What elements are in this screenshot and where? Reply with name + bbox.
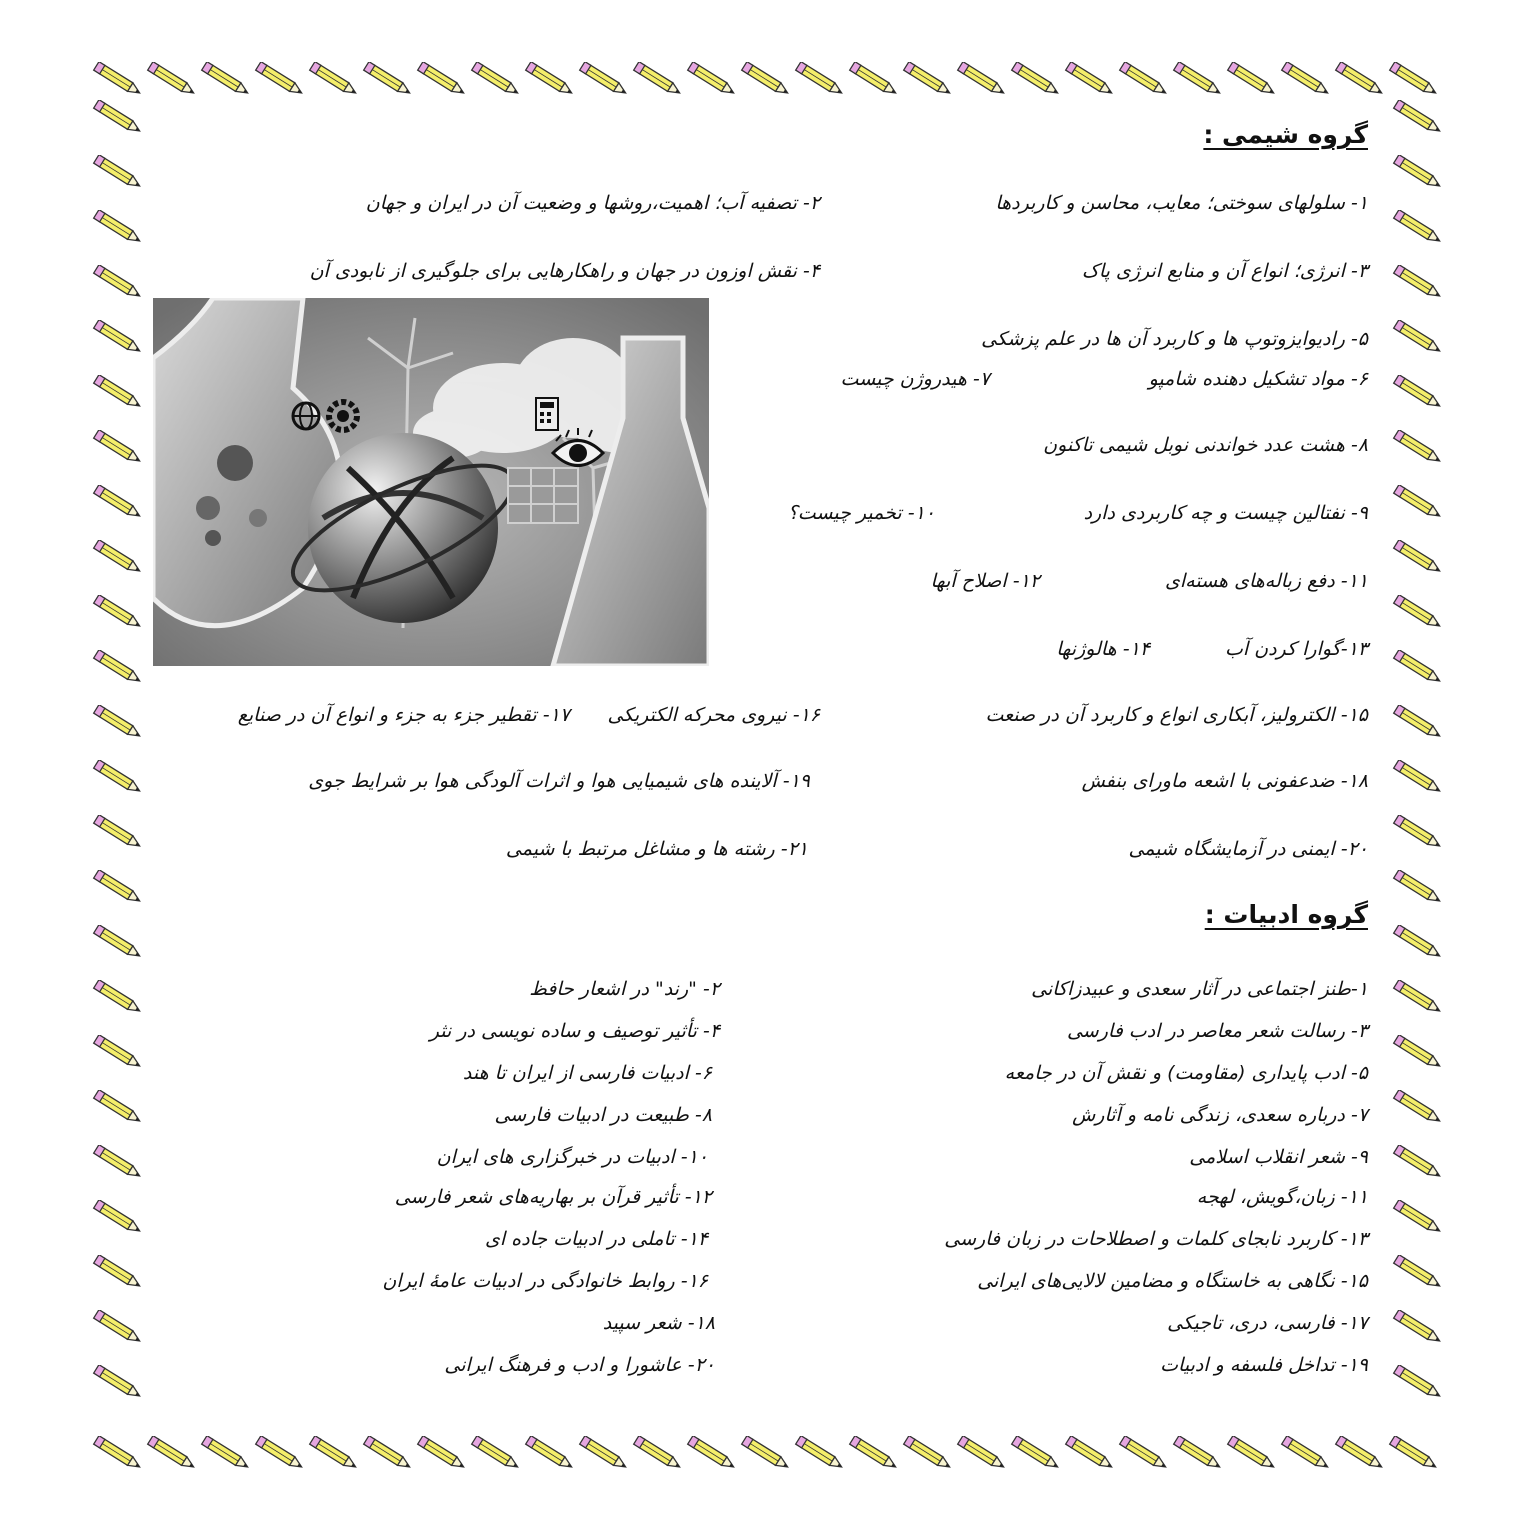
- pencil-icon: [1388, 1255, 1446, 1291]
- pencil-icon: [952, 62, 1010, 98]
- pencil-icon: [1388, 980, 1446, 1016]
- pencil-icon: [88, 1310, 146, 1346]
- pencil-icon: [250, 1436, 308, 1472]
- chem-item-6: ۶- مواد تشکیل دهنده شامپو: [1148, 368, 1368, 390]
- pencil-icon: [1330, 62, 1388, 98]
- pencil-icon: [88, 375, 146, 411]
- chem-item-20: ۲۰- ایمنی در آزمایشگاه شیمی: [1128, 838, 1368, 860]
- lit-item-19: ۱۹- تداخل فلسفه و ادبیات: [1160, 1354, 1368, 1376]
- pencil-icon: [1060, 1436, 1118, 1472]
- chem-item-9: ۹- نفتالین چیست و چه کاربردی دارد: [1083, 502, 1368, 524]
- pencil-icon: [790, 1436, 848, 1472]
- pencil-icon: [88, 320, 146, 356]
- pencil-icon: [88, 1436, 146, 1472]
- pencil-icon: [1388, 870, 1446, 906]
- pencil-icon: [358, 1436, 416, 1472]
- pencil-icon: [1384, 62, 1442, 98]
- pencil-icon: [88, 980, 146, 1016]
- pencil-icon: [358, 62, 416, 98]
- pencil-icon: [1388, 100, 1446, 136]
- pencil-icon: [88, 485, 146, 521]
- pencil-icon: [1388, 815, 1446, 851]
- pencil-icon: [88, 155, 146, 191]
- solar-panel: [508, 468, 578, 523]
- lit-item-10: ۱۰- ادبیات در خبرگزاری های ایران: [436, 1146, 708, 1168]
- chem-item-4: ۴- نقش اوزون در جهان و راهکارهایی برای جلوگیری از نابودی آن: [309, 260, 820, 282]
- pencil-icon: [196, 1436, 254, 1472]
- pencil-icon: [1276, 1436, 1334, 1472]
- pencil-icon: [1388, 595, 1446, 631]
- chem-item-5: ۵- رادیوایزوتوپ ها و کاربرد آن ها در علم پزشکی: [981, 328, 1368, 350]
- chem-item-7: ۷- هیدروژن چیست: [840, 368, 990, 390]
- chem-item-21: ۲۱- رشته ها و مشاغل مرتبط با شیمی: [505, 838, 808, 860]
- chem-item-16: ۱۶- نیروی محرکه الکتریکی: [607, 704, 820, 726]
- pencil-icon: [142, 62, 200, 98]
- chem-item-2: ۲- تصفیه آب؛ اهمیت،روشها و وضعیت آن در ایران و جهان: [365, 192, 820, 214]
- pencil-icon: [88, 1200, 146, 1236]
- lit-item-14: ۱۴- تاملی در ادبیات جاده ای: [484, 1228, 708, 1250]
- pencil-icon: [1006, 62, 1064, 98]
- pencil-icon: [88, 62, 146, 98]
- pencil-icon: [1388, 650, 1446, 686]
- lit-item-4: ۴- تأثیر توصیف و ساده نویسی در نثر: [429, 1020, 720, 1042]
- pencil-icon: [1168, 1436, 1226, 1472]
- pencil-icon: [682, 1436, 740, 1472]
- pencil-icon: [412, 1436, 470, 1472]
- pencil-icon: [466, 1436, 524, 1472]
- pencil-icon: [952, 1436, 1010, 1472]
- lit-item-5: ۵- ادب پایداری (مقاومت) و نقش آن در جامعه: [1004, 1062, 1368, 1084]
- pencil-icon: [88, 870, 146, 906]
- chem-item-13: ۱۳-گوارا کردن آب: [1224, 638, 1368, 660]
- lit-item-7: ۷- درباره سعدی، زندگی نامه و آثارش: [1072, 1104, 1368, 1126]
- pencil-icon: [88, 925, 146, 961]
- chem-item-17: ۱۷- تقطیر جزء به جزء و انواع آن در صنایع: [237, 704, 570, 726]
- pencil-icon: [520, 62, 578, 98]
- pencil-icon: [898, 1436, 956, 1472]
- pencil-icon: [1222, 62, 1280, 98]
- pencil-icon: [88, 1090, 146, 1126]
- pencil-icon: [1388, 705, 1446, 741]
- pencil-icon: [466, 62, 524, 98]
- chem-item-11: ۱۱- دفع زباله‌های هسته‌ای: [1165, 570, 1368, 592]
- lit-item-20: ۲۰- عاشورا و ادب و فرهنگ ایرانی: [444, 1354, 715, 1376]
- lit-item-13: ۱۳- کاربرد نابجای کلمات و اصطلاحات در زبان فارسی: [944, 1228, 1368, 1250]
- pencil-icon: [88, 210, 146, 246]
- pencil-icon: [1388, 925, 1446, 961]
- pencil-icon: [1276, 62, 1334, 98]
- pencil-icon: [574, 62, 632, 98]
- pencil-icon: [88, 650, 146, 686]
- pencil-icon: [1388, 1035, 1446, 1071]
- pencil-icon: [1388, 430, 1446, 466]
- pencil-icon: [1388, 485, 1446, 521]
- pencil-icon: [1222, 1436, 1280, 1472]
- lit-item-18: ۱۸- شعر سپید: [602, 1312, 715, 1334]
- lit-item-16: ۱۶- روابط خانوادگی در ادبیات عامهٔ ایران: [382, 1270, 708, 1292]
- pencil-icon: [520, 1436, 578, 1472]
- lit-item-17: ۱۷- فارسی، دری، تاجیکی: [1167, 1312, 1368, 1334]
- pencil-icon: [1384, 1436, 1442, 1472]
- chem-item-12: ۱۲- اصلاح آبها: [930, 570, 1040, 592]
- pencil-icon: [574, 1436, 632, 1472]
- pencil-icon: [88, 265, 146, 301]
- lit-item-15: ۱۵- نگاهی به خاستگاه و مضامین لالایی‌های ایرانی: [977, 1270, 1368, 1292]
- pencil-icon: [736, 1436, 794, 1472]
- chem-item-15: ۱۵- الکترولیز، آبکاری انواع و کاربرد آن در صنعت: [985, 704, 1368, 726]
- pencil-icon: [250, 62, 308, 98]
- pencil-icon: [1388, 375, 1446, 411]
- pencil-icon: [196, 62, 254, 98]
- chemistry-illustration-svg: [153, 298, 709, 666]
- pencil-icon: [1388, 155, 1446, 191]
- pencil-icon: [88, 430, 146, 466]
- pencil-icon: [1388, 760, 1446, 796]
- chem-item-18: ۱۸- ضدعفونی با اشعه ماورای بنفش: [1081, 770, 1368, 792]
- chem-item-3: ۳- انرژی؛ انواع آن و منابع انرژی پاک: [1081, 260, 1368, 282]
- lit-item-6: ۶- ادبیات فارسی از ایران تا هند: [462, 1062, 712, 1084]
- pencil-icon: [88, 1255, 146, 1291]
- pencil-icon: [1388, 320, 1446, 356]
- pencil-icon: [1388, 210, 1446, 246]
- pencil-icon: [1330, 1436, 1388, 1472]
- pencil-icon: [142, 1436, 200, 1472]
- chem-item-1: ۱- سلولهای سوختی؛ معایب، محاسن و کاربردها: [995, 192, 1368, 214]
- pencil-icon: [88, 760, 146, 796]
- lit-item-3: ۳- رسالت شعر معاصر در ادب فارسی: [1066, 1020, 1368, 1042]
- pencil-icon: [1388, 265, 1446, 301]
- page-content: [150, 110, 1380, 1410]
- pencil-icon: [88, 1365, 146, 1401]
- pencil-icon: [1388, 1310, 1446, 1346]
- pencil-icon: [88, 705, 146, 741]
- calculator-icon: [536, 398, 558, 430]
- lit-item-9: ۹- شعر انقلاب اسلامی: [1189, 1146, 1368, 1168]
- pencil-icon: [1168, 62, 1226, 98]
- pencil-icon: [412, 62, 470, 98]
- lit-item-8: ۸- طبیعت در ادبیات فارسی: [494, 1104, 712, 1126]
- pencil-icon: [1060, 62, 1118, 98]
- pencil-icon: [1114, 62, 1172, 98]
- pencil-icon: [1006, 1436, 1064, 1472]
- chem-item-8: ۸- هشت عدد خواندنی نوبل شیمی تاکنون: [1043, 434, 1368, 456]
- pencil-icon: [736, 62, 794, 98]
- chemistry-title: گروه شیمی :: [1203, 120, 1368, 149]
- pencil-icon: [628, 62, 686, 98]
- chem-item-14: ۱۴- هالوژنها: [1056, 638, 1150, 660]
- pencil-icon: [790, 62, 848, 98]
- chem-item-19: ۱۹- آلاینده های شیمیایی هوا و اثرات آلودگی هوا بر شرایط جوی: [308, 770, 810, 792]
- pencil-icon: [1388, 540, 1446, 576]
- pencil-icon: [88, 1035, 146, 1071]
- pencil-icon: [304, 1436, 362, 1472]
- pencil-icon: [1388, 1090, 1446, 1126]
- lit-item-11: ۱۱- زبان،گویش، لهجه: [1196, 1186, 1368, 1208]
- chem-item-10: ۱۰- تخمیر چیست؟: [787, 502, 935, 524]
- pencil-icon: [628, 1436, 686, 1472]
- pencil-icon: [88, 815, 146, 851]
- pencil-icon: [1388, 1145, 1446, 1181]
- pencil-icon: [844, 1436, 902, 1472]
- pencil-icon: [304, 62, 362, 98]
- pencil-icon: [88, 100, 146, 136]
- pencil-icon: [898, 62, 956, 98]
- literature-title: گروه ادبیات :: [1204, 900, 1368, 929]
- chemistry-illustration: [153, 298, 709, 666]
- pencil-icon: [1388, 1365, 1446, 1401]
- pencil-icon: [88, 1145, 146, 1181]
- pencil-icon: [1388, 1200, 1446, 1236]
- pencil-icon: [682, 62, 740, 98]
- lit-item-2: ۲- "رند" در اشعار حافظ: [529, 978, 720, 1000]
- lit-item-12: ۱۲- تأثیر قرآن بر بهاریه‌های شعر فارسی: [394, 1186, 712, 1208]
- pencil-icon: [1114, 1436, 1172, 1472]
- pencil-icon: [88, 540, 146, 576]
- pencil-icon: [88, 595, 146, 631]
- pencil-icon: [844, 62, 902, 98]
- lit-item-1: ۱-طنز اجتماعی در آثار سعدی و عبیدزاکانی: [1031, 978, 1368, 1000]
